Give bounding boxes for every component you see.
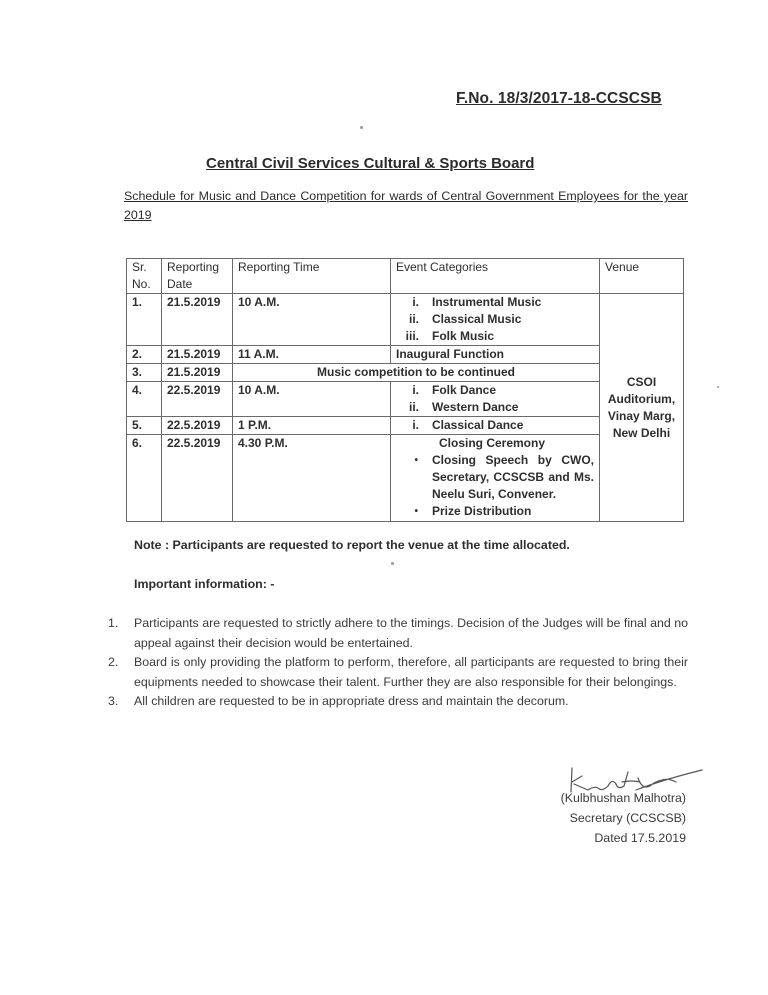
- header-reporting-time: Reporting Time: [233, 259, 391, 294]
- scan-speck: [717, 386, 719, 388]
- sr-no: 3.: [127, 364, 162, 382]
- event-item: • Prize Distribution: [414, 504, 532, 518]
- event-heading: Closing Ceremony: [439, 436, 546, 450]
- reporting-time: 10 A.M.: [233, 294, 391, 346]
- signatory-name: (Kulbhushan Malhotra): [560, 791, 686, 805]
- merged-note: Music competition to be continued: [233, 364, 600, 382]
- event-categories: [391, 435, 600, 522]
- schedule-table: [126, 258, 684, 522]
- table-row: [127, 294, 684, 346]
- event-item: ii. Western Dance: [408, 400, 519, 414]
- header-reporting-date: Reporting Date: [162, 259, 233, 294]
- event-categories: Inaugural Function: [391, 346, 600, 364]
- list-item: 3. All children are requested to be in appropriate dress and maintain the decorum.: [108, 694, 569, 708]
- event-categories: [391, 417, 600, 435]
- header-event-categories: Event Categories: [391, 259, 600, 294]
- event-item: i. Folk Dance: [412, 383, 497, 397]
- venue-cell: CSOI Auditorium, Vinay Marg, New Delhi: [600, 294, 684, 522]
- reporting-time: 11 A.M.: [233, 346, 391, 364]
- signature-date: Dated 17.5.2019: [594, 831, 686, 845]
- reporting-time: 1 P.M.: [233, 417, 391, 435]
- sr-no: 6.: [127, 435, 162, 522]
- reporting-date: 22.5.2019: [162, 417, 233, 435]
- scan-speck: [391, 562, 394, 565]
- signatory-designation: Secretary (CCSCSB): [569, 811, 686, 825]
- list-item: 2. Board is only providing the platform to perform, therefore, all participants are requested to bring their equipments needed to showcase their talent. Further they are also responsible for their belongings.: [108, 655, 688, 689]
- reporting-date: 22.5.2019: [162, 435, 233, 522]
- table-header-row: [127, 259, 684, 294]
- header-sr-no: Sr. No.: [127, 259, 162, 294]
- reporting-date: 21.5.2019: [162, 294, 233, 346]
- sr-no: 4.: [127, 382, 162, 417]
- reporting-date: 21.5.2019: [162, 364, 233, 382]
- reporting-date: 21.5.2019: [162, 346, 233, 364]
- event-item: i. Classical Dance: [412, 418, 524, 432]
- important-heading: Important information: -: [134, 577, 275, 591]
- sr-no: 2.: [127, 346, 162, 364]
- event-categories: [391, 382, 600, 417]
- header-venue: Venue: [600, 259, 684, 294]
- sr-no: 5.: [127, 417, 162, 435]
- important-list: [108, 614, 688, 712]
- schedule-subtitle: Schedule for Music and Dance Competition for wards of Central Government Employees for the year 2019: [124, 189, 688, 222]
- signature-block: [561, 788, 686, 848]
- event-item: i. Instrumental Music: [412, 295, 542, 309]
- list-item: 1. Participants are requested to strictly adhere to the timings. Decision of the Judges will be final and no appeal against their decision would be entertained.: [108, 616, 688, 650]
- event-item: • Closing Speech by CWO, Secretary, CCSCSB and Ms. Neelu Suri, Convener.: [414, 453, 594, 501]
- scan-speck: [360, 126, 363, 129]
- reporting-date: 22.5.2019: [162, 382, 233, 417]
- participant-note: Note : Participants are requested to report the venue at the time allocated.: [134, 538, 570, 552]
- reporting-time: 10 A.M.: [233, 382, 391, 417]
- file-number: F.No. 18/3/2017-18-CCSCSB: [456, 90, 662, 107]
- event-categories: [391, 294, 600, 346]
- organization-title: Central Civil Services Cultural & Sports Board: [206, 155, 535, 172]
- event-item: ii. Classical Music: [408, 312, 522, 326]
- sr-no: 1.: [127, 294, 162, 346]
- reporting-time: 4.30 P.M.: [233, 435, 391, 522]
- event-item: iii. Folk Music: [405, 329, 495, 343]
